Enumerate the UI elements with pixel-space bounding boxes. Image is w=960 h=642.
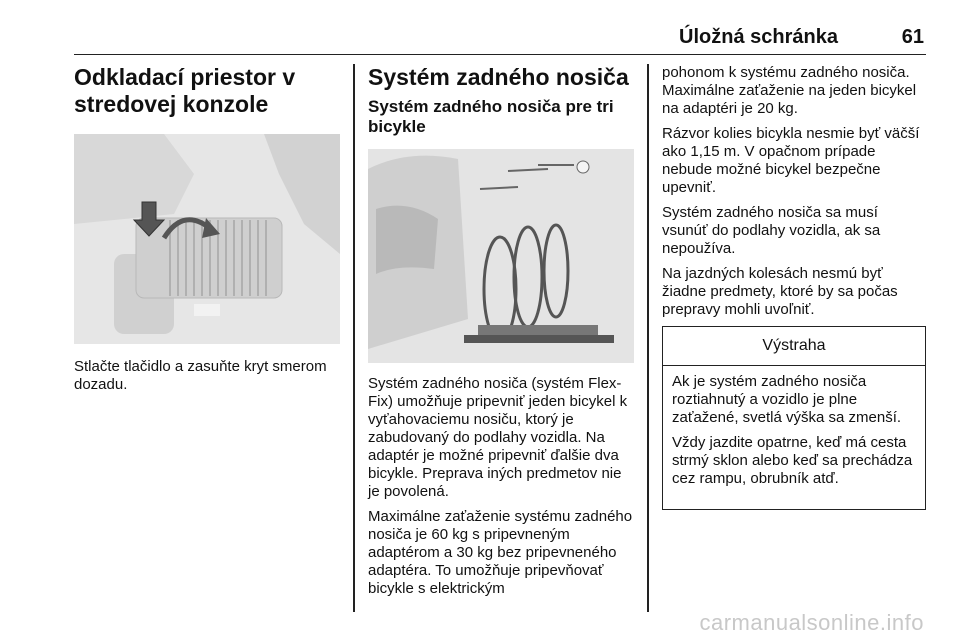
continued-paragraph-1: pohonom k systému zadného nosiča. Maximálne zaťaženie na jeden bicykel na adaptéri je 20 kg.	[662, 64, 917, 117]
carrier-paragraph-1: Systém zadného nosiča (systém Flex-Fix) umožňuje pripevniť jeden bicykel k vyťahovaciemu nosiču, ktorý je zabudovaný do podlahy vozidla. Na adaptér je možné pripevniť ďalšie dva bicykle. Preprava iných predmetov nie je povolená.	[368, 375, 628, 500]
warning-paragraph-1: Ak je systém zadného nosiča roztiahnutý a vozidlo je plne zaťažené, svetlá výška sa zmenší.	[672, 373, 902, 426]
continued-paragraph-3: Systém zadného nosiča sa musí vsunúť do podlahy vozidla, ak sa nepoužíva.	[662, 204, 881, 257]
watermark: carmanualsonline.info	[699, 610, 924, 635]
carrier-text	[368, 375, 634, 598]
bicycle-carrier-illustration	[368, 149, 634, 363]
column-console	[74, 64, 340, 401]
console-caption: Stlačte tlačidlo a zasuňte kryt smerom dozadu.	[74, 358, 327, 393]
column-divider	[353, 64, 355, 612]
column-continued	[662, 64, 926, 326]
continued-paragraph-2: Rázvor kolies bicykla nesmie byť väčší ako 1,15 m. V opačnom prípade nebude možné bicykel bezpečne upevniť.	[662, 125, 920, 196]
column-divider	[647, 64, 649, 612]
console-drawing	[74, 134, 340, 344]
section-title: Úložná schránka	[679, 26, 838, 48]
carrier-paragraph-2: Maximálne zaťaženie systému zadného nosiča je 60 kg s pripevneným adaptérom a 30 kg bez pripevneného adaptéra. To umožňuje pripevňovať bicykle s elektrickým	[368, 508, 633, 597]
bicycle-drawing	[368, 149, 634, 363]
warning-paragraph-2: Vždy jazdite opatrne, keď má cesta strmý sklon alebo keď sa prechádza cez rampu, obrubník atď.	[672, 434, 913, 487]
console-heading: Odkladací priestor v stredovej konzole	[74, 64, 296, 117]
warning-body	[663, 366, 925, 488]
warning-title: Výstraha	[663, 327, 925, 366]
column-carrier	[368, 64, 634, 605]
console-illustration	[74, 134, 340, 344]
carrier-heading: Systém zadného nosiča	[368, 64, 629, 90]
warning-box	[662, 326, 926, 510]
carrier-subheading: Systém zadného nosiča pre tri bicykle	[368, 97, 614, 136]
continued-paragraph-4: Na jazdných kolesách nesmú byť žiadne predmety, ktoré by sa počas prepravy mohli uvoľniť.	[662, 265, 898, 318]
page-number: 61	[901, 26, 924, 48]
page-header	[74, 20, 926, 55]
